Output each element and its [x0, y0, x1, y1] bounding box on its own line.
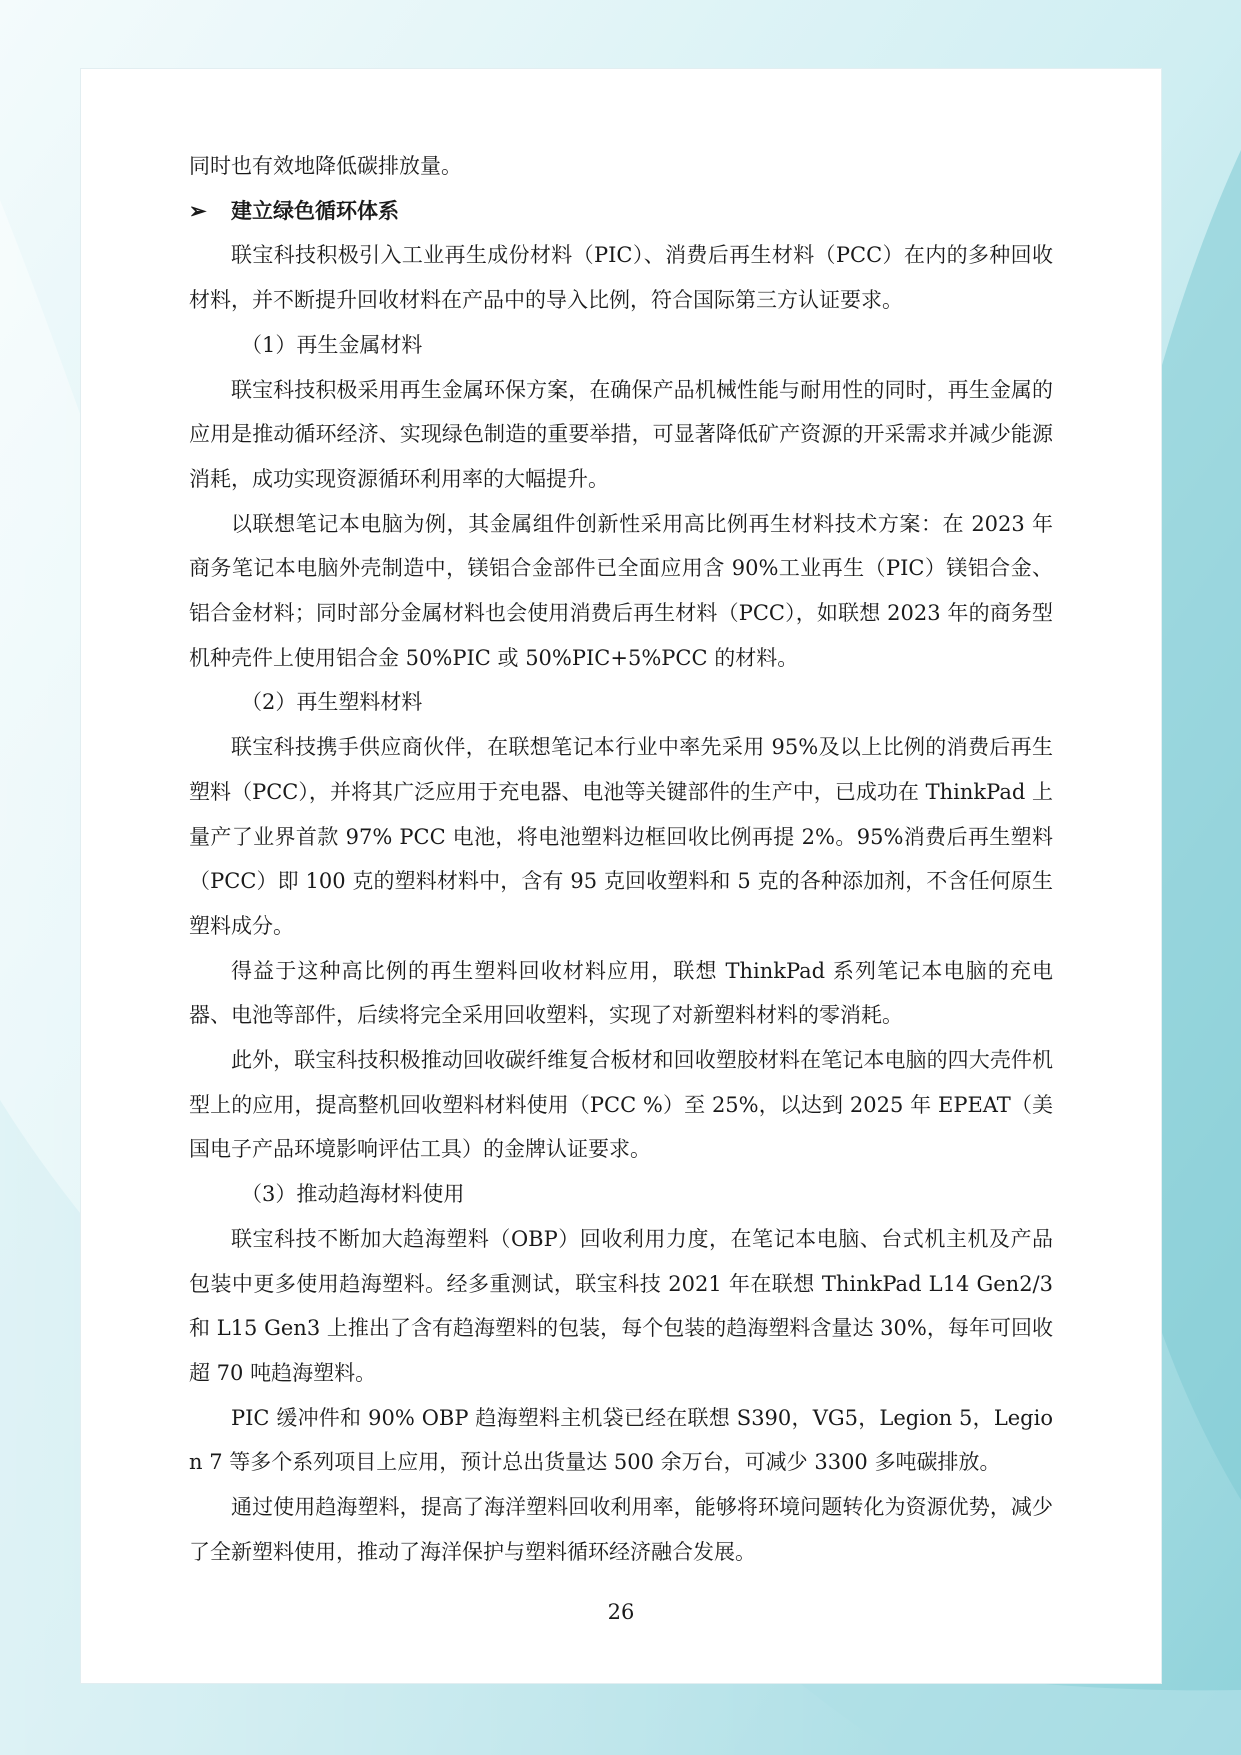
paragraph-plastic-3: 此外，联宝科技积极推动回收碳纤维复合板材和回收塑胶材料在笔记本电脑的四大壳件机型上的应用，提高整机回收塑料材料使用（PCC %）至 25%，以达到 2025 年 EPEAT（美国电子产品环境影响评估工具）的金牌认证要求。 — [189, 1048, 1053, 1162]
section-heading — [189, 189, 1053, 234]
paragraph-ocean-3: 通过使用趋海塑料，提高了海洋塑料回收利用率，能够将环境问题转化为资源优势，减少了全新塑料使用，推动了海洋保护与塑料循环经济融合发展。 — [189, 1495, 1053, 1564]
paragraph-metal-1: 联宝科技积极采用再生金属环保方案，在确保产品机械性能与耐用性的同时，再生金属的应用是推动循环经济、实现绿色制造的重要举措，可显著降低矿产资源的开采需求并减少能源消耗，成功实现资源循环利用率的大幅提升。 — [189, 377, 1053, 491]
subheading-recycled-metal: （1）再生金属材料 — [241, 332, 423, 357]
paragraph-ocean-2: PIC 缓冲件和 90% OBP 趋海塑料主机袋已经在联想 S390，VG5，Legion 5，Legion 7 等多个系列项目上应用，预计总出货量达 500 余万台，可减少 3300 多吨碳排放。 — [189, 1405, 1053, 1475]
arrow-bullet-icon: ➢ — [189, 197, 207, 223]
paragraph-plastic-2: 得益于这种高比例的再生塑料回收材料应用，联想 ThinkPad 系列笔记本电脑的充电器、电池等部件，后续将完全采用回收塑料，实现了对新塑料材料的零消耗。 — [189, 958, 1053, 1028]
page-card — [80, 68, 1162, 1684]
paragraph-metal-2: 以联想笔记本电脑为例，其金属组件创新性采用高比例再生材料技术方案：在 2023 年商务笔记本电脑外壳制造中，镁铝合金部件已全面应用含 90%工业再生（PIC）镁铝合金、铝合金材料；同时部分金属材料也会使用消费后再生材料（PCC），如联想 2023 年的商务型机种壳件上使用铝合金 50%PIC 或 50%PIC+5%PCC 的材料。 — [189, 511, 1053, 670]
paragraph-intro: 联宝科技积极引入工业再生成份材料（PIC）、消费后再生材料（PCC）在内的多种回收材料，并不断提升回收材料在产品中的导入比例，符合国际第三方认证要求。 — [189, 243, 1053, 313]
subheading-ocean-bound: （3）推动趋海材料使用 — [241, 1182, 465, 1207]
paragraph-continuation: 同时也有效地降低碳排放量。 — [189, 154, 462, 178]
paragraph-ocean-1: 联宝科技不断加大趋海塑料（OBP）回收利用力度，在笔记本电脑、台式机主机及产品包装中更多使用趋海塑料。经多重测试，联宝科技 2021 年在联想 ThinkPad L14 Gen2/3 和 L15 Gen3 上推出了含有趋海塑料的包装，每个包装的趋海塑料含量达 30%，每年可回收超 70 吨趋海塑料。 — [189, 1226, 1053, 1385]
subheading-recycled-plastic: （2）再生塑料材料 — [241, 690, 423, 715]
page-number: 26 — [607, 1600, 635, 1624]
paragraph-plastic-1: 联宝科技携手供应商伙伴，在联想笔记本行业中率先采用 95%及以上比例的消费后再生塑料（PCC），并将其广泛应用于充电器、电池等关键部件的生产中，已成功在 ThinkPad 上量产了业界首款 97% PCC 电池，将电池塑料边框回收比例再提 2%。95%消费后再生塑料（PCC）即 100 克的塑料材料中，含有 95 克回收塑料和 5 克的各种添加剂，不含任何原生塑料成分。 — [189, 735, 1053, 938]
section-heading-text: 建立绿色循环体系 — [231, 197, 399, 223]
document-body — [189, 144, 1053, 1575]
